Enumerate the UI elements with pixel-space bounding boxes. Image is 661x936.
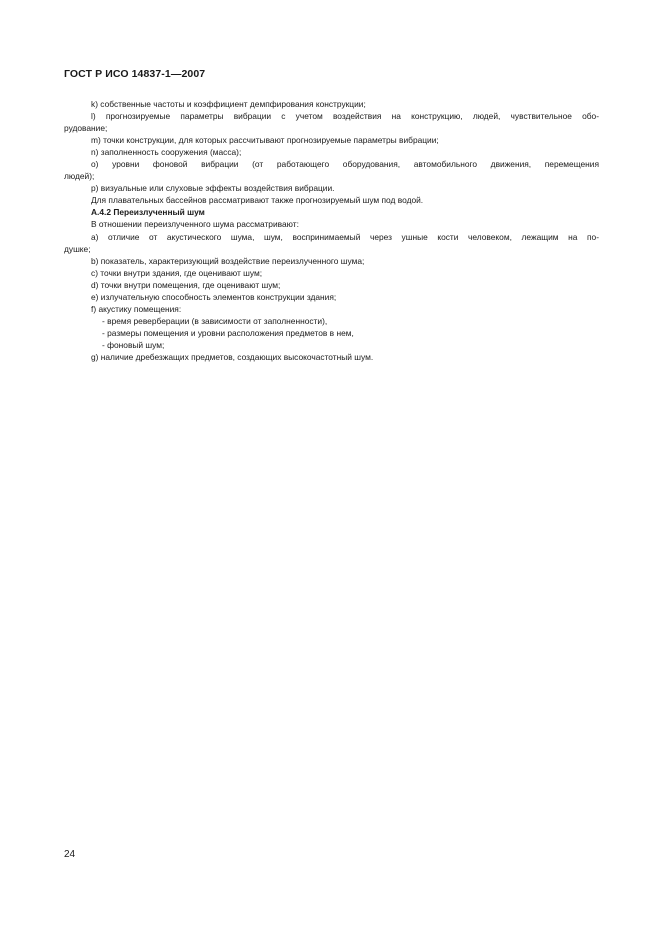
- document-body: [64, 98, 599, 363]
- list-item-b: b) показатель, характеризующий воздействие переизлученного шума;: [91, 255, 365, 266]
- list-item-l-continuation: рудование;: [64, 123, 108, 134]
- list-item-p: р) визуальные или слуховые эффекты воздействия вибрации.: [91, 183, 335, 194]
- list-item-m: m) точки конструкции, для которых рассчитывают прогнозируемые параметры вибрации;: [91, 135, 439, 146]
- paragraph-pools: Для плавательных бассейнов рассматривают также прогнозируемый шум под водой.: [91, 195, 424, 206]
- list-item-c: c) точки внутри здания, где оценивают шум;: [91, 267, 263, 278]
- list-item-g: g) наличие дребезжащих предметов, создающих высокочастотный шум.: [91, 351, 374, 362]
- document-header: ГОСТ Р ИСО 14837-1—2007: [64, 68, 206, 80]
- list-item-o: о) уровни фоновой вибрации (от работающего оборудования, автомобильного движения, перемещения: [91, 159, 599, 170]
- list-item-e: е) излучательную способность элементов конструкции здания;: [91, 291, 337, 302]
- list-item-d: d) точки внутри помещения, где оценивают шум;: [91, 279, 281, 290]
- list-item-n: n) заполненность сооружения (масса);: [91, 147, 242, 158]
- list-item-l: l) прогнозируемые параметры вибрации с учетом воздействия на конструкцию, людей, чувствительное обо-: [91, 111, 599, 122]
- paragraph-intro: В отношении переизлученного шума рассматривают:: [91, 219, 299, 230]
- page-number: 24: [64, 849, 76, 860]
- sub-item-reverberation: - время реверберации (в зависимости от заполненности),: [102, 315, 328, 326]
- list-item-f: f) акустику помещения:: [91, 303, 182, 314]
- list-item-k: k) собственные частоты и коэффициент демпфирования конструкции;: [91, 99, 366, 109]
- list-item-a: а) отличие от акустического шума, шум, воспринимаемый через ушные кости человеком, лежащим на по-: [91, 231, 599, 242]
- section-heading-a42: А.4.2 Переизлученный шум: [91, 207, 205, 218]
- list-item-a-continuation: душке;: [64, 243, 91, 254]
- list-item-o-continuation: людей);: [64, 171, 95, 182]
- sub-item-dimensions: - размеры помещения и уровни расположения предметов в нем,: [102, 327, 354, 338]
- sub-item-background-noise: - фоновый шум;: [102, 339, 165, 350]
